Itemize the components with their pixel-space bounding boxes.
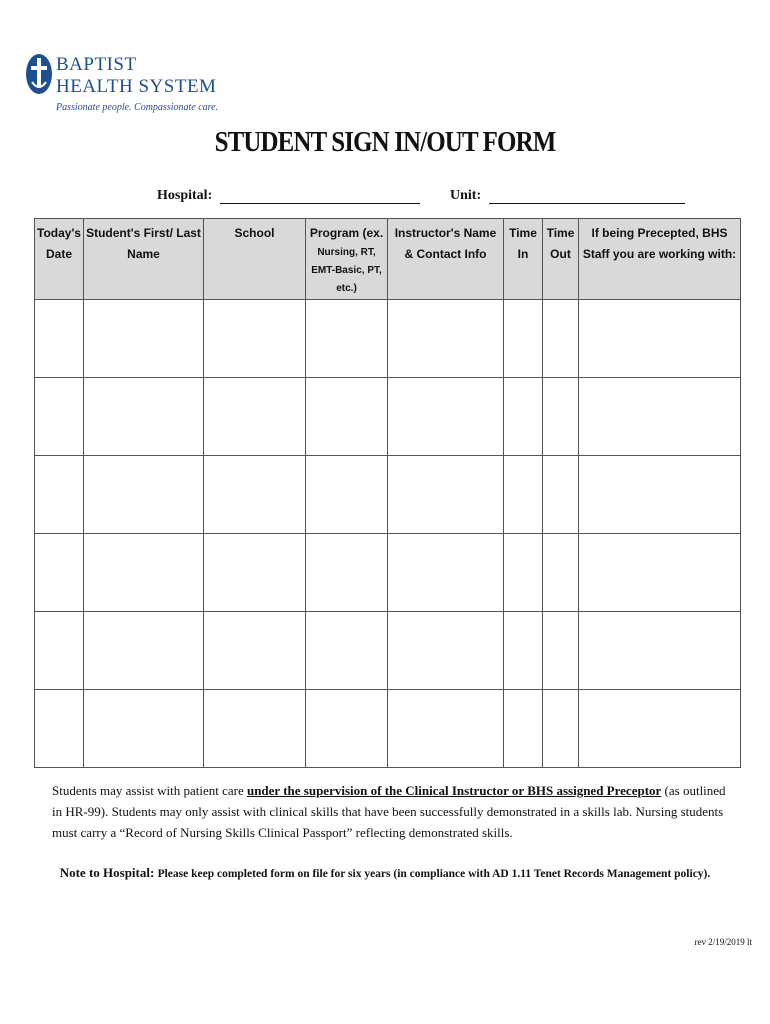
table-row bbox=[35, 612, 741, 690]
table-row bbox=[35, 534, 741, 612]
cell-preceptor[interactable] bbox=[579, 612, 741, 690]
cell-instructor[interactable] bbox=[388, 378, 504, 456]
cell-name[interactable] bbox=[84, 534, 204, 612]
logo-line1: BAPTIST bbox=[56, 54, 137, 75]
cell-program[interactable] bbox=[306, 534, 388, 612]
unit-label: Unit: bbox=[450, 188, 482, 203]
col-header-program: Program (ex. Nursing, RT, EMT-Basic, PT, etc.) bbox=[306, 219, 388, 300]
unit-input-line[interactable] bbox=[489, 189, 685, 204]
cell-school[interactable] bbox=[204, 690, 306, 768]
cell-date[interactable] bbox=[35, 378, 84, 456]
cell-school[interactable] bbox=[204, 534, 306, 612]
table-header-row bbox=[35, 219, 741, 300]
col-header-school: School bbox=[204, 219, 306, 300]
table-row bbox=[35, 378, 741, 456]
cell-name[interactable] bbox=[84, 300, 204, 378]
cell-preceptor[interactable] bbox=[579, 690, 741, 768]
cell-instructor[interactable] bbox=[388, 612, 504, 690]
cell-time-in[interactable] bbox=[504, 300, 543, 378]
col-header-preceptor: If being Precepted, BHS Staff you are working with: bbox=[579, 219, 741, 300]
cell-instructor[interactable] bbox=[388, 534, 504, 612]
baptist-health-logo bbox=[24, 52, 219, 122]
col-header-time-in: Time In bbox=[504, 219, 543, 300]
cell-date[interactable] bbox=[35, 456, 84, 534]
cell-time-out[interactable] bbox=[543, 378, 579, 456]
col-header-instructor: Instructor's Name & Contact Info bbox=[388, 219, 504, 300]
cell-time-out[interactable] bbox=[543, 534, 579, 612]
logo-line2: HEALTH SYSTEM bbox=[56, 76, 217, 97]
cell-time-in[interactable] bbox=[504, 612, 543, 690]
cell-instructor[interactable] bbox=[388, 690, 504, 768]
cell-time-out[interactable] bbox=[543, 456, 579, 534]
cell-program[interactable] bbox=[306, 300, 388, 378]
hospital-field bbox=[157, 188, 420, 204]
cell-school[interactable] bbox=[204, 456, 306, 534]
cell-time-in[interactable] bbox=[504, 456, 543, 534]
hospital-label: Hospital: bbox=[157, 188, 213, 203]
cell-date[interactable] bbox=[35, 690, 84, 768]
supervision-notes: Students may assist with patient care under the supervision of the Clinical Instructor or BHS assigned Preceptor (as outlined in HR-99). Students may only assist with clinical skills that have been successfully demonstrated in a skills lab. Nursing students must carry a “Record of Nursing Skills Clinical Passport” reflecting demonstrated skills. bbox=[52, 783, 726, 840]
cell-name[interactable] bbox=[84, 378, 204, 456]
form-title: STUDENT SIGN IN/OUT FORM bbox=[214, 126, 556, 158]
hospital-note-label: Note to Hospital: bbox=[59, 865, 155, 880]
cell-date[interactable] bbox=[35, 300, 84, 378]
cell-program[interactable] bbox=[306, 378, 388, 456]
cell-name[interactable] bbox=[84, 456, 204, 534]
cell-preceptor[interactable] bbox=[579, 456, 741, 534]
logo-tagline: Passionate people. Compassionate care. bbox=[56, 102, 219, 113]
cell-time-in[interactable] bbox=[504, 690, 543, 768]
hospital-note bbox=[0, 865, 770, 881]
cell-time-out[interactable] bbox=[543, 612, 579, 690]
col-header-time-out: Time Out bbox=[543, 219, 579, 300]
table-row bbox=[35, 690, 741, 768]
hospital-input-line[interactable] bbox=[220, 189, 420, 204]
cell-name[interactable] bbox=[84, 690, 204, 768]
cell-preceptor[interactable] bbox=[579, 534, 741, 612]
cell-school[interactable] bbox=[204, 612, 306, 690]
cell-instructor[interactable] bbox=[388, 300, 504, 378]
cell-program[interactable] bbox=[306, 690, 388, 768]
hospital-note-text: Please keep completed form on file for six years (in compliance with AD 1.11 Tenet Records Management policy). bbox=[157, 868, 711, 880]
sign-in-out-table bbox=[34, 218, 741, 768]
cell-date[interactable] bbox=[35, 534, 84, 612]
cell-time-out[interactable] bbox=[543, 690, 579, 768]
cell-instructor[interactable] bbox=[388, 456, 504, 534]
cell-program[interactable] bbox=[306, 456, 388, 534]
cell-time-in[interactable] bbox=[504, 534, 543, 612]
cell-program[interactable] bbox=[306, 612, 388, 690]
cell-time-out[interactable] bbox=[543, 300, 579, 378]
cell-time-in[interactable] bbox=[504, 378, 543, 456]
unit-field bbox=[450, 188, 685, 204]
revision-stamp: rev 2/19/2019 lt bbox=[694, 937, 752, 947]
table-row bbox=[35, 300, 741, 378]
supervision-requirement: under the supervision of the Clinical Instructor or BHS assigned Preceptor bbox=[246, 783, 662, 798]
cell-date[interactable] bbox=[35, 612, 84, 690]
cross-emblem-icon bbox=[24, 52, 54, 100]
col-header-date: Today's Date bbox=[35, 219, 84, 300]
table-row bbox=[35, 456, 741, 534]
col-header-name: Student's First/ Last Name bbox=[84, 219, 204, 300]
cell-preceptor[interactable] bbox=[579, 300, 741, 378]
cell-name[interactable] bbox=[84, 612, 204, 690]
cell-school[interactable] bbox=[204, 300, 306, 378]
cell-school[interactable] bbox=[204, 378, 306, 456]
cell-preceptor[interactable] bbox=[579, 378, 741, 456]
